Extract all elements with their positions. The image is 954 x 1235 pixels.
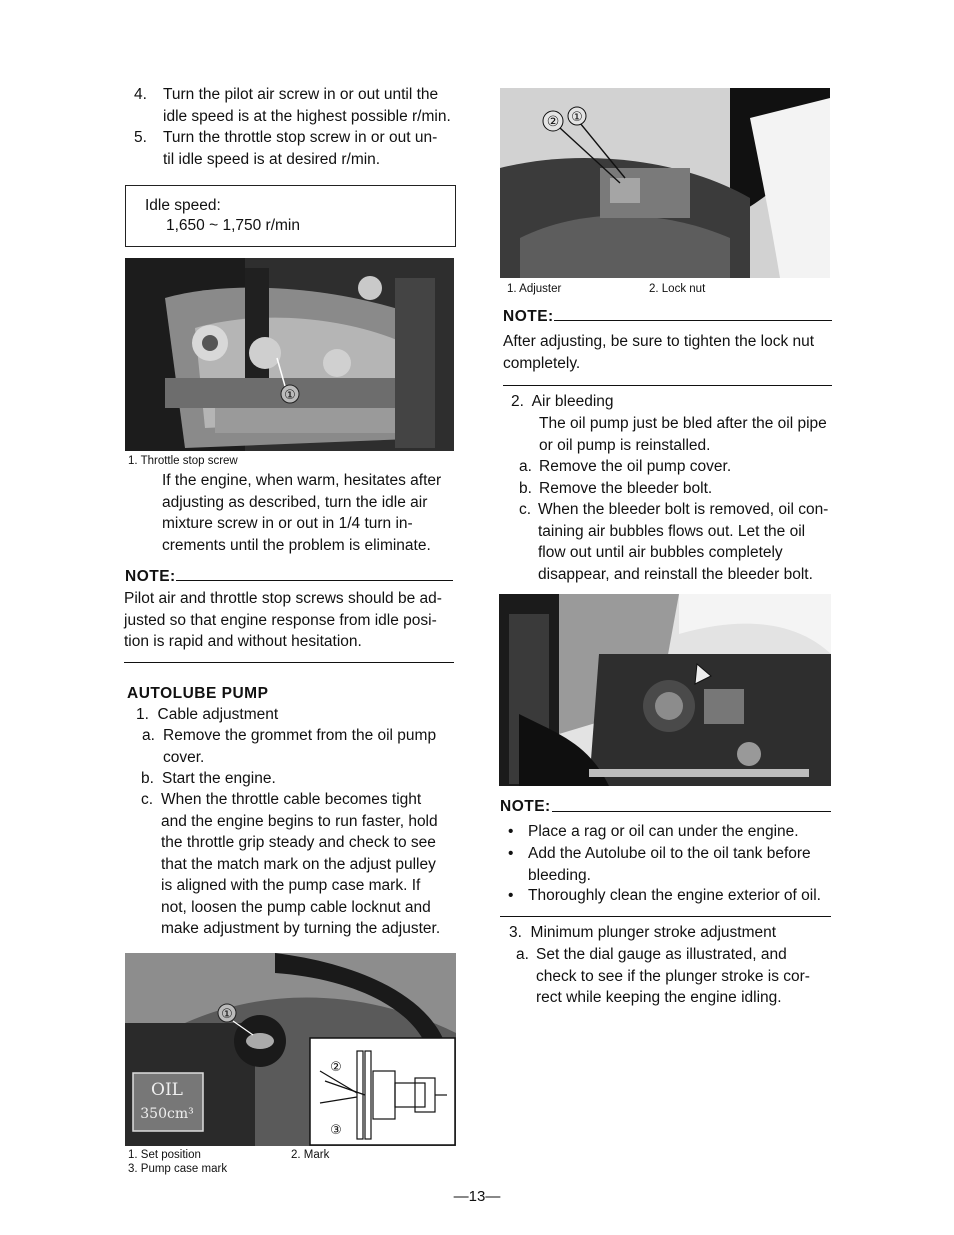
cable-adjustment-item: 1. Cable adjustment — [136, 706, 279, 723]
para-line: completely. — [503, 354, 581, 372]
photo2-callout-2: ② — [546, 114, 560, 130]
para-line: mixture screw in or out in 1/4 turn in- — [162, 515, 413, 532]
note-underline — [176, 580, 453, 581]
bullet-line: Place a rag or oil can under the engine. — [528, 823, 799, 840]
step-text-line: Turn the throttle stop screw in or out un- — [163, 129, 438, 146]
idle-speed-spec-box — [125, 185, 456, 247]
sub-letter: b. — [141, 770, 154, 787]
warm-engine-paragraph — [162, 470, 462, 556]
spec-value: 1,650 ~ 1,750 r/min — [166, 217, 300, 234]
note2-text — [503, 331, 843, 374]
bleeder-bolt-photo — [499, 594, 831, 786]
sub-line: the throttle grip steady and check to see — [161, 834, 436, 851]
sub-line: flow out until air bubbles completely — [538, 544, 783, 561]
note-underline — [554, 320, 832, 321]
para-line: adjusting as described, turn the idle air — [162, 493, 428, 511]
air-bleeding-item: 2. Air bleeding — [511, 393, 614, 410]
sub-line: and the engine begins to run faster, hold — [161, 812, 438, 830]
sub-line: cover. — [163, 748, 205, 766]
step-5 — [134, 127, 464, 170]
bullet-line: Add the Autolube oil to the oil tank before — [528, 845, 811, 862]
bullet-line: Thoroughly clean the engine exterior of oil. — [528, 887, 821, 904]
autolube-sub-a — [142, 725, 472, 768]
para-line: tion is rapid and without hesitation. — [124, 633, 362, 650]
bullet-dot: • — [508, 887, 514, 904]
sub-line: Remove the grommet from the oil pump — [163, 727, 437, 744]
sub-line: Remove the bleeder bolt. — [539, 480, 713, 497]
autolube-sub-c — [141, 789, 471, 940]
page-number: —13— — [453, 1188, 501, 1205]
sub-line: Set the dial gauge as illustrated, and — [536, 946, 787, 963]
photo3-caption-3: 3. Pump case mark — [128, 1163, 228, 1175]
air-bleeding-intro — [539, 413, 839, 456]
air-sub-b — [519, 478, 839, 500]
sub-letter: b. — [519, 480, 532, 497]
para-line: or oil pump is reinstalled. — [539, 436, 711, 454]
para-line: justed so that engine response from idle posi- — [124, 611, 437, 629]
bullet-line: bleeding. — [528, 866, 591, 884]
bullet-dot: • — [508, 823, 514, 840]
adjuster-locknut-photo — [500, 88, 830, 278]
min-plunger-item: 3. Minimum plunger stroke adjustment — [509, 924, 777, 941]
note-heading: NOTE: — [125, 568, 176, 585]
sub-letter: c. — [519, 501, 532, 518]
air-sub-c — [519, 499, 839, 585]
step-number: 4. — [134, 86, 147, 103]
photo2-caption-2: 2. Lock nut — [649, 283, 706, 295]
step-text-line: til idle speed is at desired r/min. — [163, 150, 381, 168]
inset-callout-2: ② — [330, 1060, 342, 1075]
photo1-callout-1: ① — [284, 388, 296, 403]
sub-line: check to see if the plunger stroke is cor- — [536, 967, 810, 985]
sub-letter: a. — [519, 458, 532, 475]
step-number: 5. — [134, 129, 147, 146]
air-sub-a — [519, 456, 839, 478]
photo3-caption-1: 1. Set position — [128, 1149, 201, 1161]
oil-tank-label-2: 350cm³ — [140, 1106, 194, 1122]
para-line: The oil pump just be bled after the oil pipe — [539, 415, 827, 432]
photo1-caption: 1. Throttle stop screw — [128, 455, 238, 467]
bullet-dot: • — [508, 845, 514, 862]
note-underline — [552, 811, 831, 812]
photo3-callout-1: ① — [221, 1007, 233, 1022]
section-divider — [500, 916, 831, 917]
step-4 — [134, 84, 464, 127]
note-heading: NOTE: — [503, 308, 554, 325]
autolube-sub-b — [141, 768, 471, 790]
spec-label: Idle speed: — [145, 197, 221, 214]
photo2-callout-1: ① — [571, 110, 583, 125]
para-line: crements until the problem is eliminate. — [162, 536, 431, 554]
autolube-pump-heading: AUTOLUBE PUMP — [127, 685, 269, 702]
sub-letter: a. — [516, 946, 529, 963]
sub-line: taining air bubbles flows out. Let the oil — [538, 522, 806, 540]
pump-mark-photo — [125, 953, 456, 1146]
step-text-line: Turn the pilot air screw in or out until the — [163, 86, 439, 103]
sub-line: not, loosen the pump cable locknut and — [161, 898, 431, 916]
note3-bullet-2 — [508, 843, 838, 886]
note3-bullet-3 — [508, 885, 838, 907]
sub-line: When the throttle cable becomes tight — [161, 791, 422, 808]
inset-callout-3: ③ — [330, 1123, 342, 1138]
note-heading: NOTE: — [500, 798, 551, 815]
sub-line: is aligned with the pump case mark. If — [161, 877, 421, 894]
sub-line: disappear, and reinstall the bleeder bolt. — [538, 565, 813, 583]
sub-line: Start the engine. — [162, 770, 276, 787]
sub-line: When the bleeder bolt is removed, oil con- — [538, 501, 829, 518]
oil-tank-label-1: OIL — [151, 1080, 183, 1100]
min-plunger-sub-a — [516, 944, 836, 1009]
sub-line: rect while keeping the engine idling. — [536, 989, 782, 1006]
photo2-caption-1: 1. Adjuster — [507, 283, 562, 295]
section-divider — [503, 385, 832, 386]
note1-text — [124, 588, 464, 653]
step-text-line: idle speed is at the highest possible r/min. — [163, 107, 451, 125]
para-line: After adjusting, be sure to tighten the lock nut — [503, 333, 815, 350]
sub-letter: c. — [141, 791, 154, 808]
throttle-stop-screw-photo — [125, 258, 454, 451]
sub-line: that the match mark on the adjust pulley — [161, 855, 436, 873]
para-line: If the engine, when warm, hesitates after — [162, 472, 442, 489]
note3-bullet-1 — [508, 821, 838, 843]
sub-letter: a. — [142, 727, 155, 744]
sub-line: Remove the oil pump cover. — [539, 458, 732, 475]
sub-line: make adjustment by turning the adjuster. — [161, 920, 441, 937]
section-divider — [124, 662, 454, 663]
photo3-caption-2: 2. Mark — [291, 1149, 330, 1161]
para-line: Pilot air and throttle stop screws should be ad- — [124, 590, 442, 607]
